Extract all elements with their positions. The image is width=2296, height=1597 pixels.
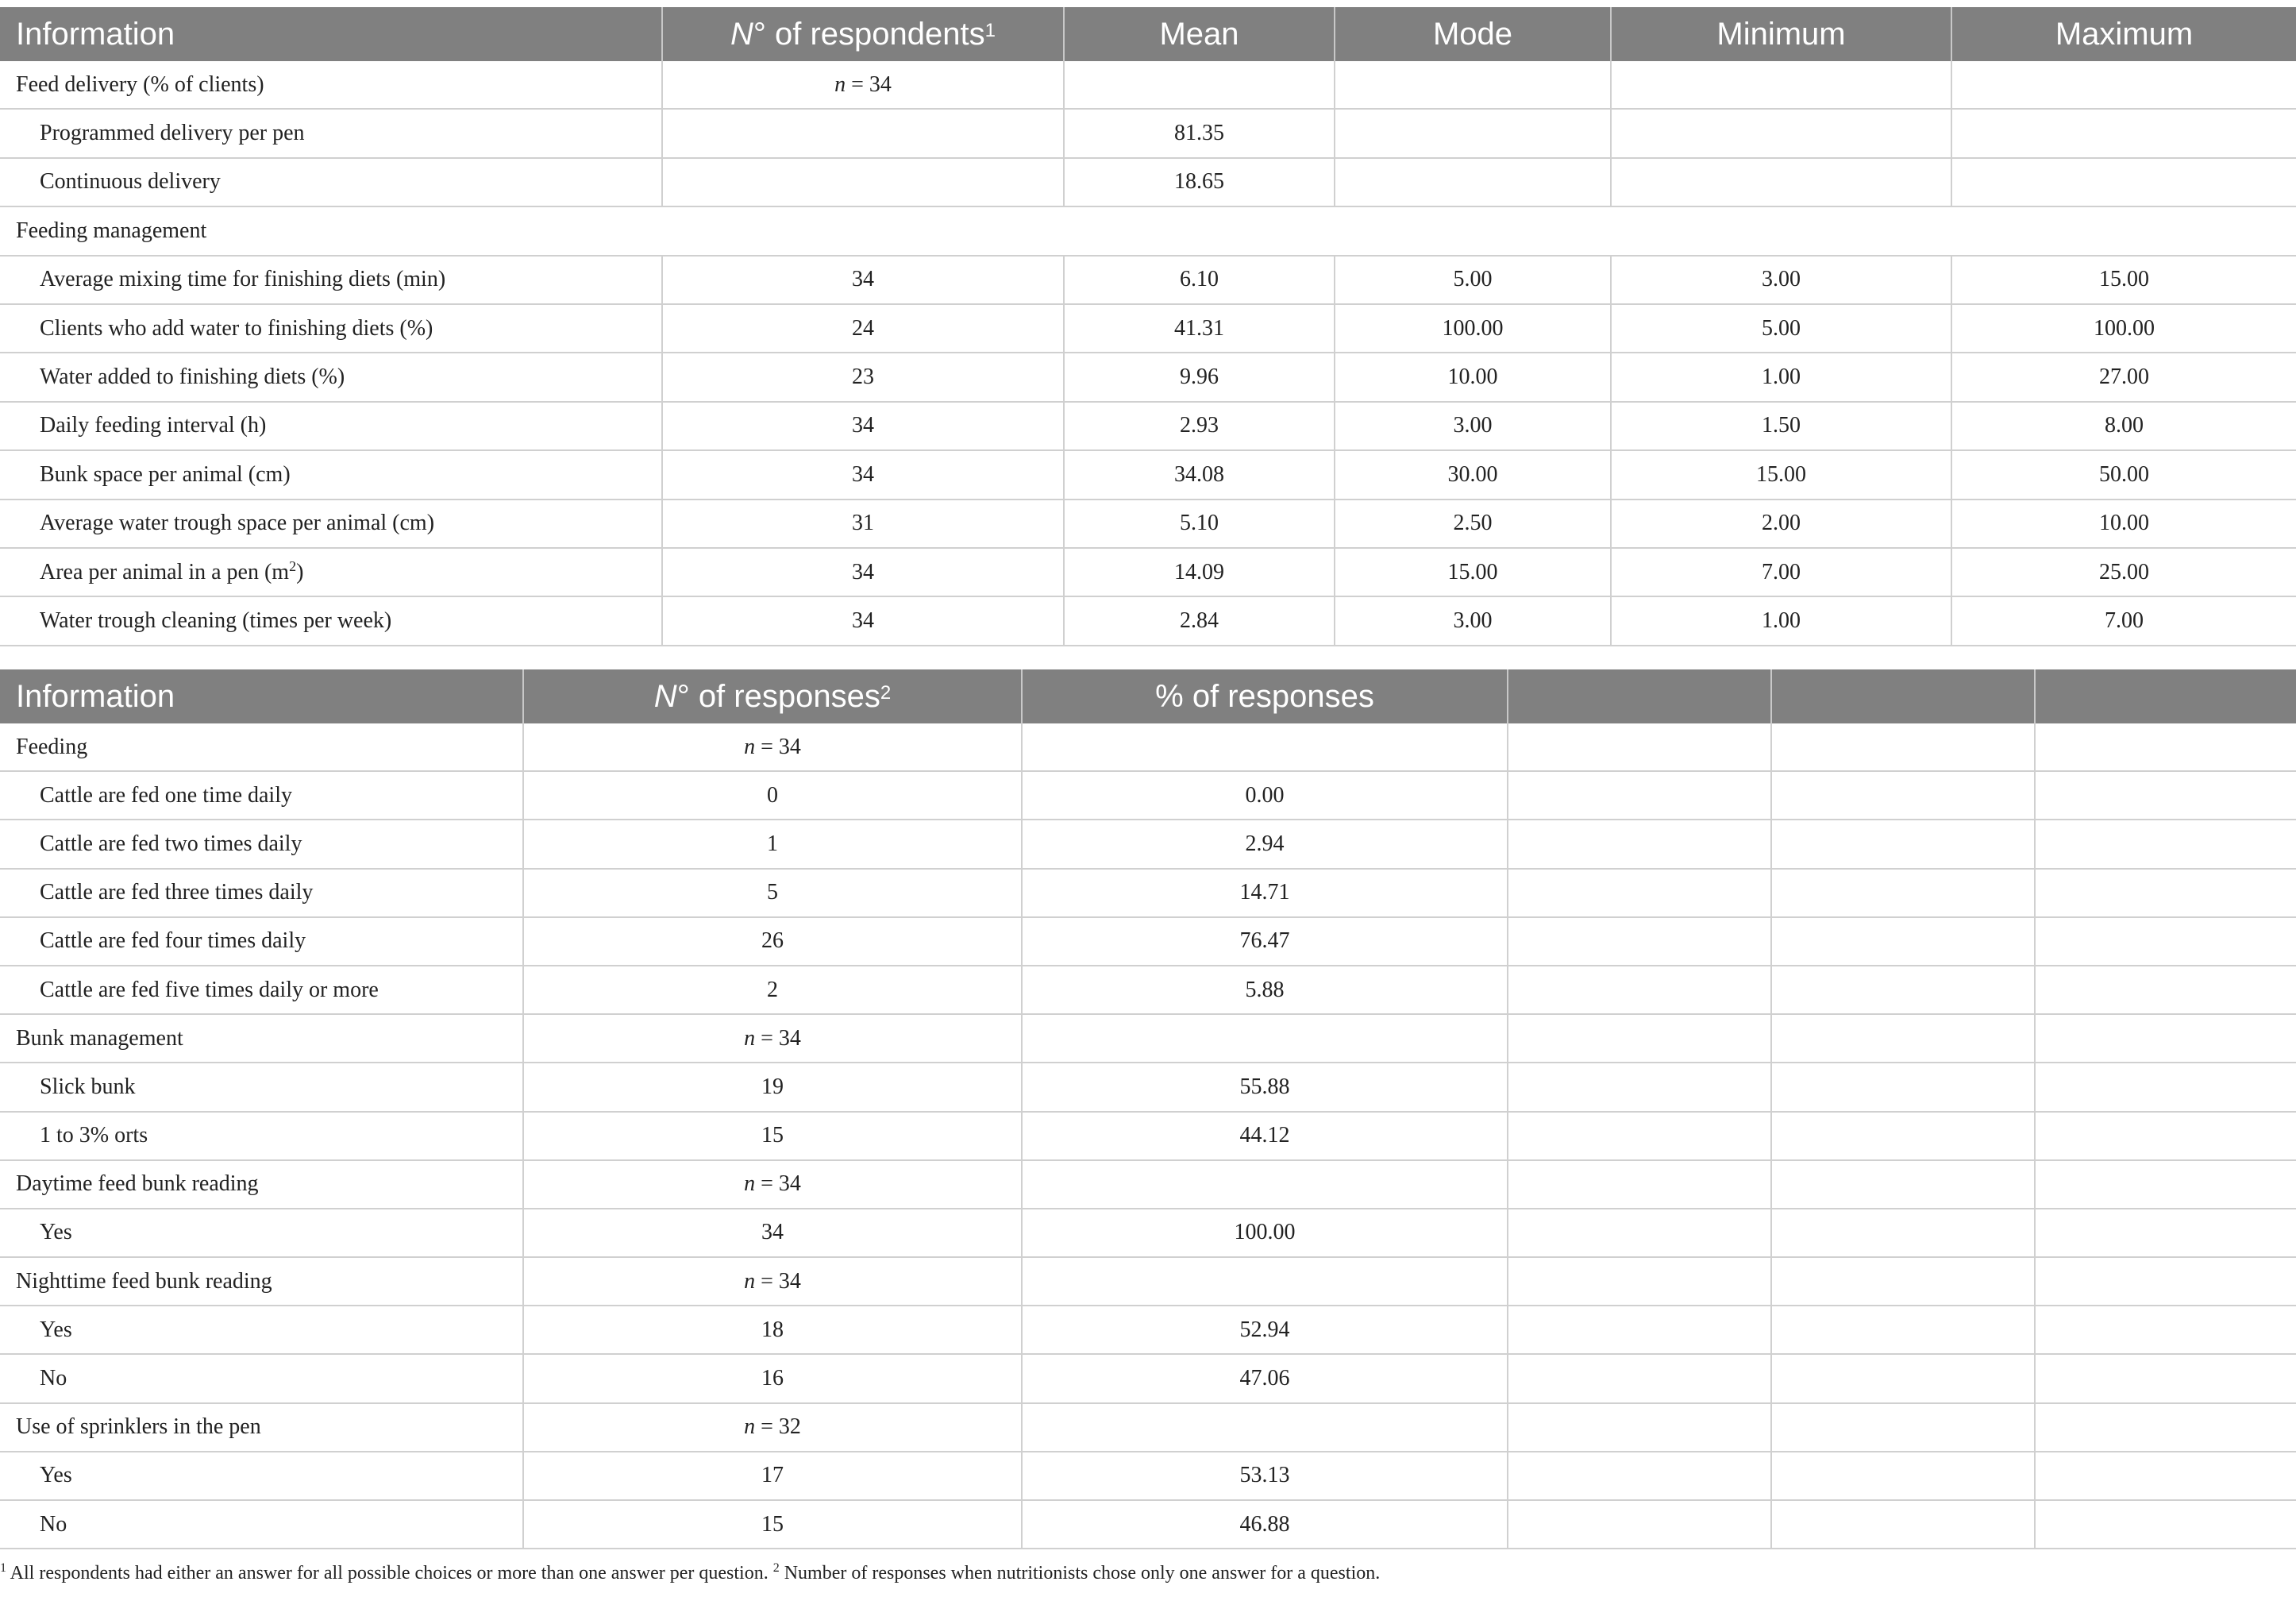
table-row: No 15 46.88 <box>0 1500 2296 1549</box>
table-row: Cattle are fed one time daily 0 0.00 <box>0 771 2296 820</box>
table-row: Bunk management n = 34 <box>0 1014 2296 1063</box>
table-row: Clients who add water to finishing diets (%) 24 41.31 100.00 5.00 100.00 <box>0 304 2296 353</box>
table-row: Continuous delivery 18.65 <box>0 158 2296 206</box>
table-row: Yes 17 53.13 <box>0 1452 2296 1500</box>
section-row: Feeding management <box>0 206 2296 255</box>
table-row: Yes 18 52.94 <box>0 1306 2296 1354</box>
table-row: Daytime feed bunk reading n = 34 <box>0 1160 2296 1209</box>
header-mode: Mode <box>1335 7 1611 61</box>
n-value: n = 34 <box>523 1014 1022 1063</box>
table-row: 1 to 3% orts 15 44.12 <box>0 1112 2296 1160</box>
header-respondents: N° of respondents$^1$ <box>662 7 1064 61</box>
table-row: Nighttime feed bunk reading n = 34 <box>0 1257 2296 1306</box>
table-row: Cattle are fed two times daily 1 2.94 <box>0 820 2296 868</box>
n-value: n = 34 <box>662 61 1064 109</box>
header-information: Information <box>0 7 662 61</box>
n-value: n = 34 <box>523 723 1022 771</box>
table-header-row <box>0 7 2296 61</box>
header-minimum: Minimum <box>1611 7 1951 61</box>
table-row: Water trough cleaning (times per week) 34 2.84 3.00 1.00 7.00 <box>0 596 2296 645</box>
table-row: Average water trough space per animal (cm) 31 5.10 2.50 2.00 10.00 <box>0 500 2296 548</box>
table-row: Feeding n = 34 <box>0 723 2296 771</box>
table-row: Programmed delivery per pen 81.35 <box>0 109 2296 157</box>
table-header-row <box>0 669 2296 723</box>
table-row: Water added to finishing diets (%) 23 9.96 10.00 1.00 27.00 <box>0 353 2296 401</box>
header-responses: N° of responses$^2$ <box>523 669 1022 723</box>
table-row: No 16 47.06 <box>0 1354 2296 1402</box>
n-value: n = 34 <box>523 1160 1022 1209</box>
table-row: Cattle are fed five times daily or more 2 5.88 <box>0 966 2296 1014</box>
header-maximum: Maximum <box>1951 7 2296 61</box>
table-row: Cattle are fed three times daily 5 14.71 <box>0 869 2296 917</box>
n-value: n = 32 <box>523 1403 1022 1452</box>
table-row: Use of sprinklers in the pen n = 32 <box>0 1403 2296 1452</box>
n-value: n = 34 <box>523 1257 1022 1306</box>
table-row: Feed delivery (% of clients) n = 34 <box>0 61 2296 109</box>
header-percent-responses: % of responses <box>1022 669 1508 723</box>
table-row: Daily feeding interval (h) 34 2.93 3.00 1.50 8.00 <box>0 402 2296 450</box>
responses-summary-table <box>0 669 2296 1549</box>
table-footnote: $^1$ All respondents had either an answer for all possible choices or more than one answer per question. $^2$ Number of responses when nutritionists chose only one answer for a question. <box>0 1561 1381 1583</box>
table-row: Cattle are fed four times daily 26 76.47 <box>0 917 2296 966</box>
table-row: Area per animal in a pen $(m^2)$ 34 14.09 15.00 7.00 25.00 <box>0 548 2296 596</box>
header-mean: Mean <box>1064 7 1335 61</box>
respondents-summary-table <box>0 7 2296 646</box>
table-row: Bunk space per animal (cm) 34 34.08 30.00 15.00 50.00 <box>0 450 2296 499</box>
header-information: Information <box>0 669 523 723</box>
table-row: Slick bunk 19 55.88 <box>0 1063 2296 1111</box>
table-row: Average mixing time for finishing diets (min) 34 6.10 5.00 3.00 15.00 <box>0 256 2296 304</box>
table-row: Yes 34 100.00 <box>0 1209 2296 1257</box>
